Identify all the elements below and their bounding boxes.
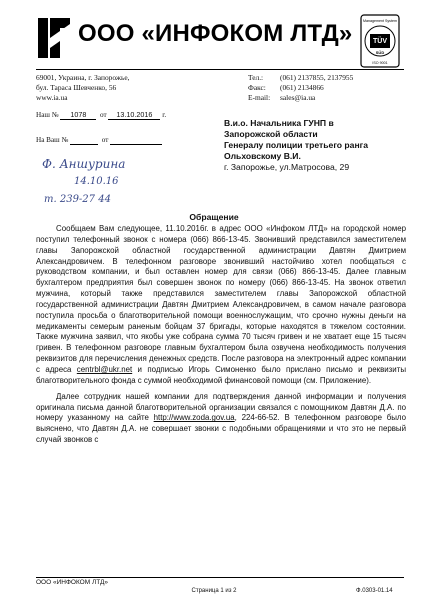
- paragraph-text: Далее сотрудник нашей компании для подтверждения данной информации и получения оригинала письма данной благотворительной организации связался с помощником Давтян Д.А. по номеру указанному на сайте: [36, 391, 406, 423]
- tuv-certification-seal-icon: [360, 14, 400, 68]
- paragraph-text: Сообщаем Вам следующее, 11.10.2016г. в адрес ООО «Инфоком ЛТД» на городской номер поступил телефонный звонок с номера (066) 866-13-45. Звонивший представился заместителем главы Запорожской областной государственной администрации Давтян Дмитрием Александровичем. В телефонном разговоре звонивший настойчиво хотел пообщаться с руководством компании, и был оставлен номер для связи (066) 866-13-45. Далее главным бухгалтером предприятия был совершен звонок по номеру (066) 866-13-45. На звонок ответил мужчина, который также представился заместителем главы Запорожской областной государственной администрации Давтян Дмитрием Александровичем, в самом начале разговора поступила просьба о благотворительной помощи военнослужащим, что срочно нужны деньги на медикаменты семерым раненым бойцам 37 бригады, которые находятся в тяжелом состоянии. Также мужчина заявил, что якобы уже собрана сумма 70 тысяч гривен и не хватает еще 15 тысяч гривен. В телефонном разговоре главным бухгалтером была озвучена необходимость получения реквизитов для перечисления денежных средств. После разговора на электронный адрес компании с адреса: [36, 224, 406, 374]
- page-number: Страница 1 из 2: [191, 588, 237, 594]
- in-number-label: На Ваш №: [36, 136, 69, 144]
- out-date-value: 13.10.2016: [108, 110, 160, 120]
- addressee-block: [224, 118, 414, 173]
- body-paragraph: [36, 224, 406, 387]
- fax-row: [248, 83, 353, 93]
- footer-divider: [36, 577, 404, 578]
- cert-badge-sub: SÜD: [375, 50, 385, 55]
- addressee-line: Ольховскому В.И.: [224, 151, 301, 161]
- in-date-blank: [110, 136, 162, 145]
- addressee-address: г. Запорожье, ул.Матросова, 29: [224, 162, 350, 172]
- letter-body: [36, 224, 406, 451]
- addressee-line: Запорожской области: [224, 129, 318, 139]
- company-name: ООО «ИНФОКОМ ЛТД»: [78, 20, 353, 47]
- email-label: E-mail:: [248, 93, 271, 102]
- form-code: Ф.0303-01.14: [356, 588, 393, 594]
- year-suffix: г.: [162, 111, 167, 119]
- email-link[interactable]: sales@ia.ua: [280, 93, 316, 102]
- outgoing-number-line: [36, 110, 166, 120]
- cert-badge-center: TÜV: [373, 38, 387, 45]
- out-date-label: от: [99, 111, 107, 119]
- cert-badge-bottom: ISO 9001: [372, 61, 388, 65]
- address-line: бул. Тараса Шевченко, 56: [36, 83, 117, 92]
- in-date-label: от: [101, 136, 109, 144]
- cert-badge-top: Management System: [363, 19, 397, 23]
- phone-label: Тел.:: [248, 73, 264, 82]
- phone-value: (061) 2137855, 2137955: [280, 73, 354, 82]
- handwritten-resolution: [36, 150, 146, 210]
- email-link[interactable]: centrbl@ukr.net: [76, 364, 133, 374]
- phone-row: [248, 73, 353, 83]
- company-contacts: [248, 73, 353, 103]
- website-link[interactable]: www.ia.ua: [36, 93, 68, 102]
- footer-company: ООО «ИНФОКОМ ЛТД»: [36, 579, 108, 586]
- handwritten-line: Ф. Аншурина: [42, 157, 126, 171]
- email-row: [248, 93, 353, 103]
- document-title: Обращение: [189, 212, 239, 222]
- in-number-blank: [70, 136, 98, 145]
- out-number-label: Наш №: [36, 111, 59, 119]
- paragraph-text: и подписью Игорь Симоненко было прислано письмо и реквизиты благотворительного фонда с суммой необходимой финансовой помощи (см. Приложение).: [36, 364, 406, 385]
- addressee-line: В.и.о. Начальника ГУНП в: [224, 118, 334, 128]
- fax-label: Факс:: [248, 83, 266, 92]
- site-link[interactable]: http://www.zoda.gov.ua: [153, 413, 235, 423]
- address-line: 69001, Украина, г. Запорожье,: [36, 73, 130, 82]
- fax-value: (061) 2134866: [280, 83, 324, 92]
- out-number-value: 1078: [60, 110, 96, 120]
- company-address: [36, 73, 129, 103]
- paragraph-text: , 224-66-52. В телефонном разговоре было выяснено, что Давтян Д.А. не совершает звонки с подобными обращениями и что это не первый случай звонков с: [36, 413, 406, 445]
- incoming-number-line: [36, 136, 162, 145]
- header-divider: [36, 69, 404, 70]
- handwritten-line: 14.10.16: [74, 176, 119, 187]
- handwritten-line: т. 239-27 44: [44, 194, 111, 205]
- body-paragraph: [36, 392, 406, 446]
- infocom-logo-icon: [36, 16, 72, 60]
- addressee-line: Генералу полиции третьего ранга: [224, 140, 369, 150]
